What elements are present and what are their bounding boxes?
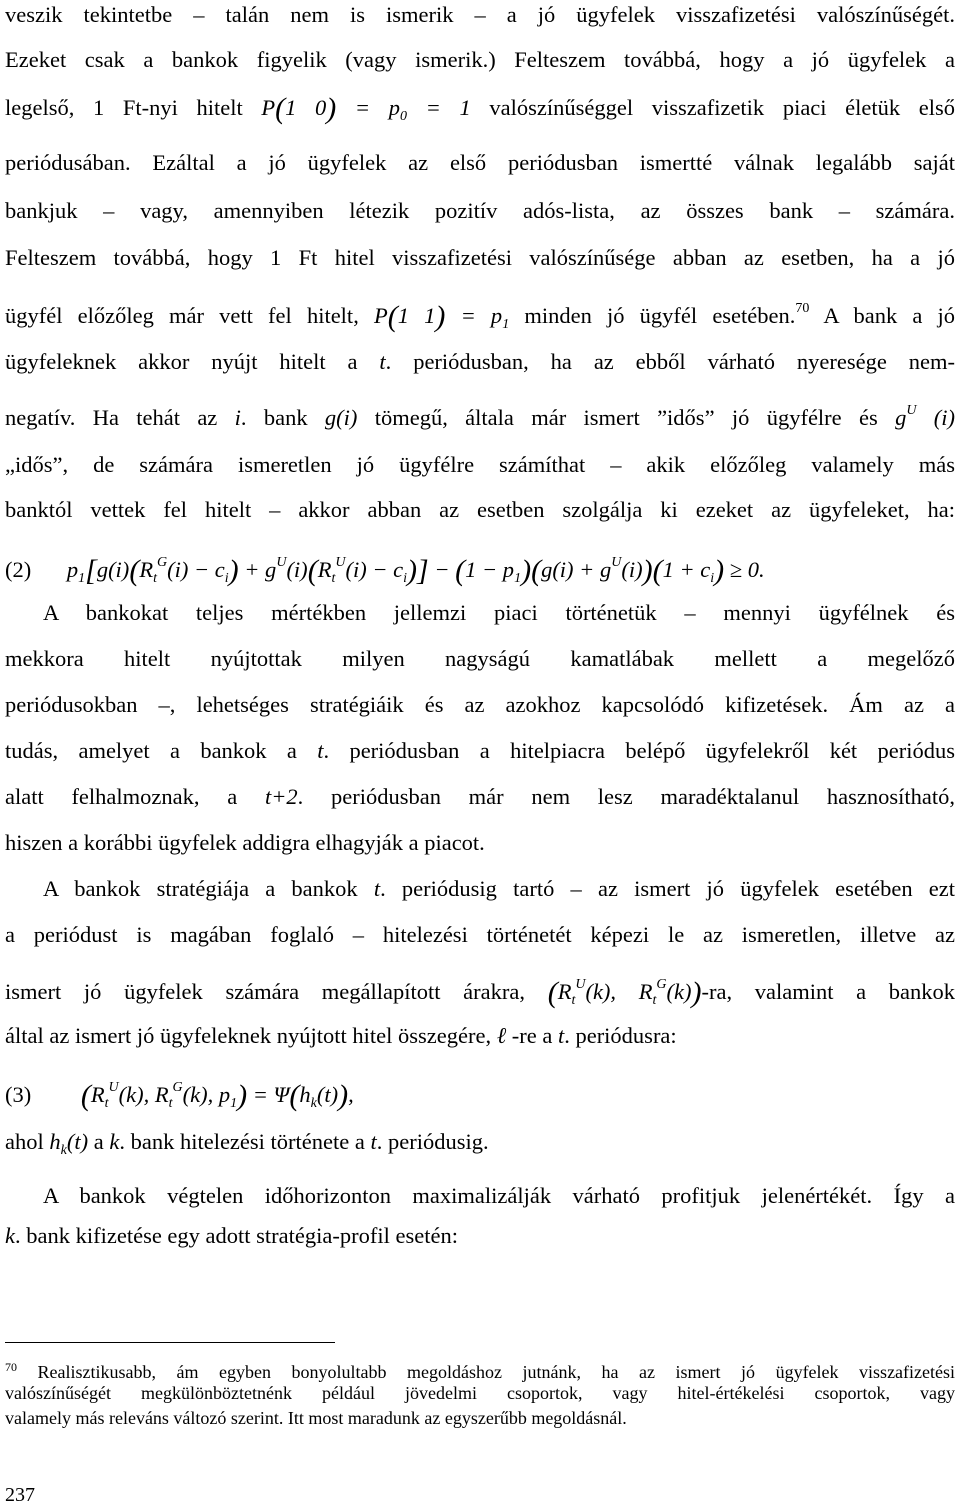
formula-hk-t: $h_k(t)$ xyxy=(49,1129,89,1158)
footnote-separator xyxy=(5,1342,335,1343)
text-span: minden jó ügyfél esetében. xyxy=(524,303,796,328)
text-line-20 xyxy=(5,970,955,1016)
text-span: . periódusig tartó – az ismert jó ügyfelek esetében ezt xyxy=(380,876,956,901)
var-t: t xyxy=(317,738,324,763)
text-span: -ra, valamint a bankok xyxy=(701,979,956,1004)
text-span: . periódusban a hitelpiacra belépő ügyfelekről két periódus xyxy=(323,738,955,763)
var-k: k xyxy=(109,1129,120,1154)
var-t: t xyxy=(373,876,381,901)
text-span: tömegű, általa már ismert ”idős” jó ügyfélre és xyxy=(374,405,878,430)
text-span: . bank xyxy=(240,405,308,430)
text-line-5: bankjuk – vagy, amennyiben létezik pozitív adós-lista, az összes bank – számára. xyxy=(5,198,955,223)
text-span: A bankok stratégiája a bankok xyxy=(43,876,358,901)
text-line-17: hiszen a korábbi ügyfelek addigra elhagyják a piacot. xyxy=(5,830,485,855)
footnote-line-2: valószínűségét megkülönböztetnénk például jövedelmi csoportok, vagy hitel-értékelési csoportok, vagy xyxy=(5,1383,955,1403)
text-line-10: „idős”, de számára ismeretlen jó ügyfélre számíthat – akik előzőleg valamely más xyxy=(5,452,955,477)
equation-2 xyxy=(5,548,955,594)
var-k: k xyxy=(5,1223,15,1248)
text-span: . periódusban, ha az ebből várható nyeresége nem- xyxy=(385,349,955,374)
text-line-9 xyxy=(5,396,955,433)
footnote-line-3: valamely más releváns változó szerint. Itt most maradunk az egyszerűbb megoldásnál. xyxy=(5,1408,627,1428)
text-line-22 xyxy=(5,1127,955,1166)
text-span: által az ismert jó ügyfeleknek nyújtott hitel összegére, xyxy=(5,1023,492,1048)
text-line-11: banktól vettek fel hitelt – akkor abban az esetben szolgálja ki ezeket az ügyfeleket, ha: xyxy=(5,497,955,522)
text-line-8 xyxy=(5,347,955,377)
text-span: A bank a jó xyxy=(823,303,956,328)
equation-3 xyxy=(5,1073,955,1119)
text-line-24 xyxy=(5,1221,955,1251)
equation-number: (3) xyxy=(5,1082,32,1107)
text-line-15 xyxy=(5,736,955,766)
text-line-14: periódusokban –, lehetséges stratégiáik és az azokhoz kapcsolódó kifizetések. Ám az a xyxy=(5,692,955,717)
formula-eq2: $p_1[g(i)(R_t^G(i) - c_i) + g^U(i)(R_t^U(i) - c_i)] - (1 - p_1)(g(i) + g^U(i))(1 + c_i) \ge 0$. xyxy=(66,554,765,587)
text-line-23: A bankok végtelen időhorizonton maximalizálják várható profitjuk jelenértékét. Így a xyxy=(43,1183,955,1208)
formula-gU-i: $g^U$ (i) xyxy=(895,403,955,430)
text-line-1: veszik tekintetbe – talán nem is ismerik – a jó ügyfelek visszafizetési valószínűségét. xyxy=(5,2,955,27)
page-number: 237 xyxy=(5,1484,35,1506)
formula-eq3: ($R_t^U(k)$, $R_t^G(k)$, $p_1) = \Psi(h_k(t))$, xyxy=(80,1079,354,1112)
text-line-16 xyxy=(5,782,955,812)
text-line-6: Felteszem továbbá, hogy 1 Ft hitel visszafizetési valószínűsége abban az esetben, ha a jó xyxy=(5,245,955,270)
text-span: negatív. Ha tehát az xyxy=(5,405,218,430)
var-t: t xyxy=(379,349,386,374)
text-line-3 xyxy=(5,93,955,132)
footnote-text: Realisztikusabb, ám egyben bonyolultabb megoldáshoz jutnánk, ha az ismert jó ügyfelek visszafizetési xyxy=(37,1362,956,1382)
text-span: ügyfél előzőleg már vett fel hitelt, xyxy=(5,303,359,328)
formula-p10: P(1 $0) = p_0 = 1$ xyxy=(261,92,471,125)
text-span: tudás, amelyet a bankok a xyxy=(5,738,297,763)
text-line-12: A bankokat teljes mértékben jellemzi piaci történetük – mennyi ügyfélnek és xyxy=(43,600,955,625)
footnote-ref[interactable]: 70 xyxy=(795,301,810,316)
formula-g-i: g(i) xyxy=(324,405,358,430)
text-span: . bank hitelezési története a xyxy=(119,1129,365,1154)
text-span: . periódusig. xyxy=(376,1129,489,1154)
var-t: t xyxy=(370,1129,377,1154)
text-line-18 xyxy=(5,874,955,904)
text-span: ahol xyxy=(5,1129,44,1154)
text-line-7 xyxy=(5,294,955,340)
equation-number: (2) xyxy=(5,557,32,582)
text-line-21 xyxy=(5,1021,955,1051)
formula-p11: P(1 $1) = p_1$ xyxy=(374,300,510,333)
var-t-plus-2: t+2 xyxy=(264,784,298,809)
text-span: ismert jó ügyfelek számára megállapított árakra, xyxy=(5,979,526,1004)
text-span: ügyfeleknek akkor nyújt hitelt a xyxy=(5,349,358,374)
text-span: . bank kifizetése egy adott stratégia-profil esetén: xyxy=(15,1223,458,1248)
text-span: . periódusban már nem lesz maradéktalanul hasznosítható, xyxy=(297,784,956,809)
var-i: i xyxy=(234,405,241,430)
text-span: valószínűséggel visszafizetik piaci életük első xyxy=(489,95,956,120)
text-span: a xyxy=(93,1129,104,1154)
text-line-4: periódusában. Ezáltal a jó ügyfelek az első periódusban ismertté válnak legalább saját xyxy=(5,150,955,175)
text-line-2: Ezeket csak a bankok figyelik (vagy ismerik.) Felteszem továbbá, hogy a jó ügyfelek a xyxy=(5,47,955,72)
symbol-ell: ℓ xyxy=(496,1023,507,1048)
footnote-number: 70 xyxy=(5,1360,17,1374)
text-line-13: mekkora hitelt nyújtottak milyen nagyságú kamatlábak mellett a megelőző xyxy=(5,646,955,671)
text-span: alatt felhalmoznak, a xyxy=(5,784,238,809)
footnote-line-1 xyxy=(5,1355,955,1384)
text-span: -re a xyxy=(511,1023,553,1048)
text-span: . periódusra: xyxy=(564,1023,677,1048)
text-line-19: a periódust is magában foglaló – hitelezési történetét képezi le az ismeretlen, illetve az xyxy=(5,922,955,947)
var-t: t xyxy=(557,1023,565,1048)
text-span: legelső, 1 Ft-nyi hitelt xyxy=(5,95,243,120)
formula-rates: ($R_t^U(k)$, $R_t^G(k)$) xyxy=(547,976,702,1009)
